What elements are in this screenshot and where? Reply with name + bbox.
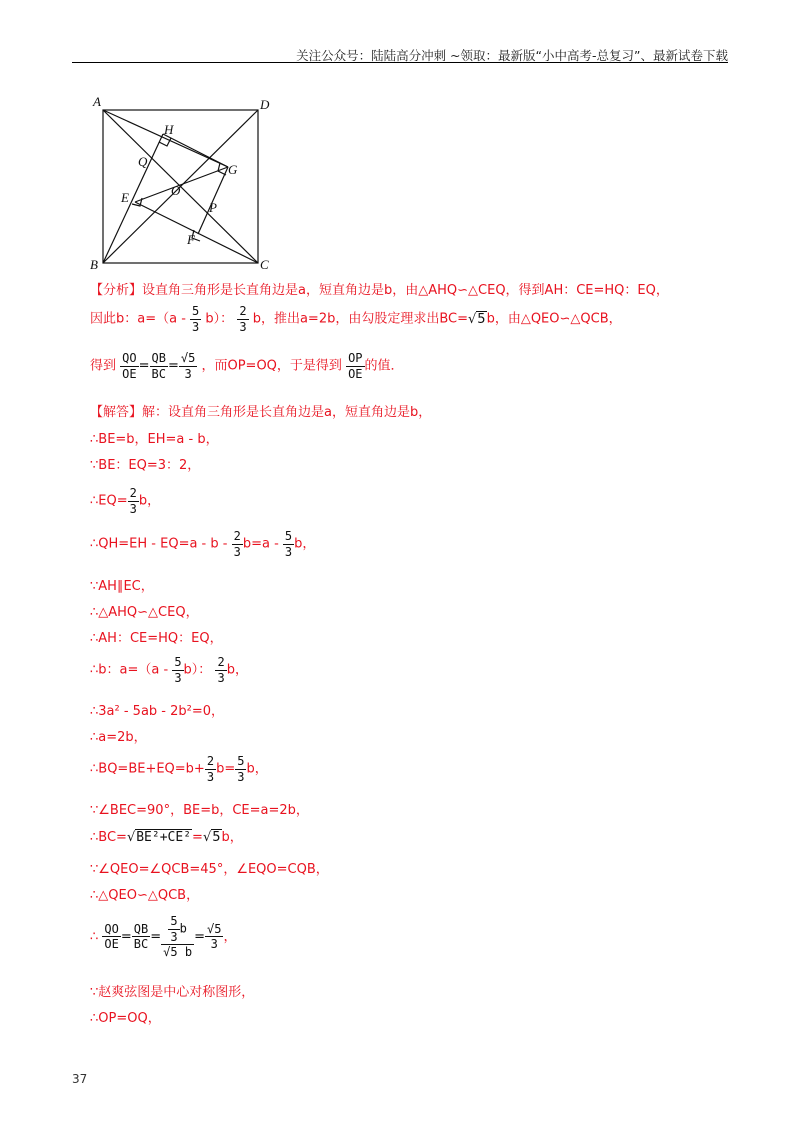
- sqrt-expression: √5: [468, 311, 486, 327]
- solution-line-18: ∵赵爽弦图是中心对称图形，: [90, 985, 255, 1000]
- analysis-line-2: 因此b：a=（a - $\frac{5}{3}$ b）： $\frac{2}{3}$ b，推出a=2b，由勾股定理求出BC=√5b，由△QEO∽△QCB，: [90, 304, 622, 334]
- solution-line-3: ∵BE：EQ=3：2，: [90, 458, 201, 473]
- fraction: $\frac{2}{3}$: [217, 655, 225, 685]
- label-f: F: [187, 232, 195, 247]
- fraction: $\frac{5}{3}$: [284, 529, 293, 559]
- segment-bh: [103, 134, 163, 263]
- solution-line-10: ∴3a² - 5ab - 2b²=0，: [90, 704, 225, 719]
- label-q: Q: [138, 154, 148, 169]
- header-text: 关注公众号：陆陆高分冲刺 ~领取：最新版“小中高考-总复习”、最新试卷下载: [296, 48, 728, 63]
- solution-line-11: ∴a=2b，: [90, 730, 147, 745]
- analysis-text-1: 设直角三角形是长直角边是a，短直角边是b，由△AHQ∽△CEQ，得到AH：CE=HQ：EQ，: [142, 283, 669, 298]
- solution-tag: 【解答】: [90, 405, 143, 420]
- solution-line-16: ∴△QEO∽△QCB，: [90, 888, 200, 903]
- label-e: E: [121, 190, 129, 205]
- sqrt-expression: √BE²+CE²: [126, 830, 192, 845]
- fraction-qb-bc: $\frac{QB}{BC}$: [151, 351, 166, 381]
- fraction: $\frac{5}{3}$: [174, 655, 182, 685]
- solution-line-2: ∴BE=b，EH=a - b，: [90, 432, 219, 447]
- label-a: A: [93, 94, 101, 109]
- solution-line-19: ∴OP=OQ，: [90, 1011, 161, 1026]
- compound-fraction: $\frac{5}{3}$ b √5 b: [163, 914, 193, 960]
- fraction-qo-oe: $\frac{QO}{OE}$: [122, 351, 137, 381]
- zhao-shuang-diagram: [80, 92, 280, 272]
- solution-line-4: ∴EQ= $\frac{2}{3}$ b，: [90, 486, 161, 516]
- solution-line-8: ∴AH：CE=HQ：EQ，: [90, 631, 223, 646]
- label-p: P: [209, 200, 217, 215]
- solution-line-6: ∵AH∥EC，: [90, 579, 154, 594]
- solution-line-14: ∴BC=√BE²+CE²=√5b，: [90, 830, 243, 845]
- analysis-tag: 【分析】: [90, 283, 143, 298]
- page-header: [72, 44, 728, 63]
- solution-line-5: ∴QH=EH - EQ=a - b - $\frac{2}{3}$ b=a - $\frac{5}{3}$ b，: [90, 529, 316, 559]
- fraction-op-oe: $\frac{OP}{OE}$: [348, 351, 363, 381]
- fraction-qo-oe: $\frac{QO}{OE}$: [104, 921, 119, 952]
- sqrt-expression: √5: [202, 830, 221, 845]
- analysis-line-1: [90, 279, 669, 298]
- label-h: H: [164, 122, 174, 137]
- fraction: $\frac{2}{3}$: [129, 486, 137, 516]
- solution-line-13: ∵∠BEC=90°，BE=b，CE=a=2b，: [90, 803, 309, 818]
- solution-line-12: ∴BQ=BE+EQ=b+ $\frac{2}{3}$ b= $\frac{5}{3}$ b，: [90, 754, 268, 784]
- segment-hg: [163, 134, 228, 167]
- solution-line-15: ∵∠QEO=∠QCB=45°，∠EQO=CQB，: [90, 862, 329, 877]
- label-d: D: [260, 97, 270, 112]
- label-g: G: [228, 162, 238, 177]
- label-c: C: [260, 257, 269, 272]
- fraction-qb-bc: $\frac{QB}{BC}$: [133, 921, 149, 952]
- fraction-sqrt5-3: $\frac{√5}{3}$: [180, 351, 196, 381]
- label-o: O: [171, 183, 181, 198]
- fraction: $\frac{2}{3}$: [206, 754, 215, 784]
- fraction: $\frac{5}{3}$: [192, 304, 200, 334]
- solution-line-9: ∴b：a=（a - $\frac{5}{3}$ b）： $\frac{2}{3}$ b，: [90, 655, 248, 685]
- label-b: B: [90, 257, 98, 272]
- analysis-line-3: 得到 $\frac{QO}{OE}$ = $\frac{QB}{BC}$ = $\frac{√5}{3}$ ，而OP=OQ，于是得到 $\frac{OP}{OE}$ 的值．: [90, 351, 404, 381]
- right-angle-e: [132, 198, 142, 206]
- solution-line-7: ∴△AHQ∽△CEQ，: [90, 605, 199, 620]
- solution-line-17: ∴ $\frac{QO}{OE}$ = $\frac{QB}{BC}$ = $\frac{5}{3}$ b √5 b = $\frac{√5}{3}$ ，: [90, 914, 237, 960]
- segment-ec: [135, 202, 258, 263]
- solution-line-1: 【解答】解：设直角三角形是长直角边是a，短直角边是b，: [90, 405, 432, 420]
- fraction: $\frac{2}{3}$: [233, 529, 241, 559]
- fraction: $\frac{2}{3}$: [239, 304, 247, 334]
- fraction: $\frac{5}{3}$: [237, 754, 245, 784]
- page-number: 37: [72, 1072, 88, 1086]
- fraction-sqrt5-3: $\frac{√5}{3}$: [206, 921, 222, 952]
